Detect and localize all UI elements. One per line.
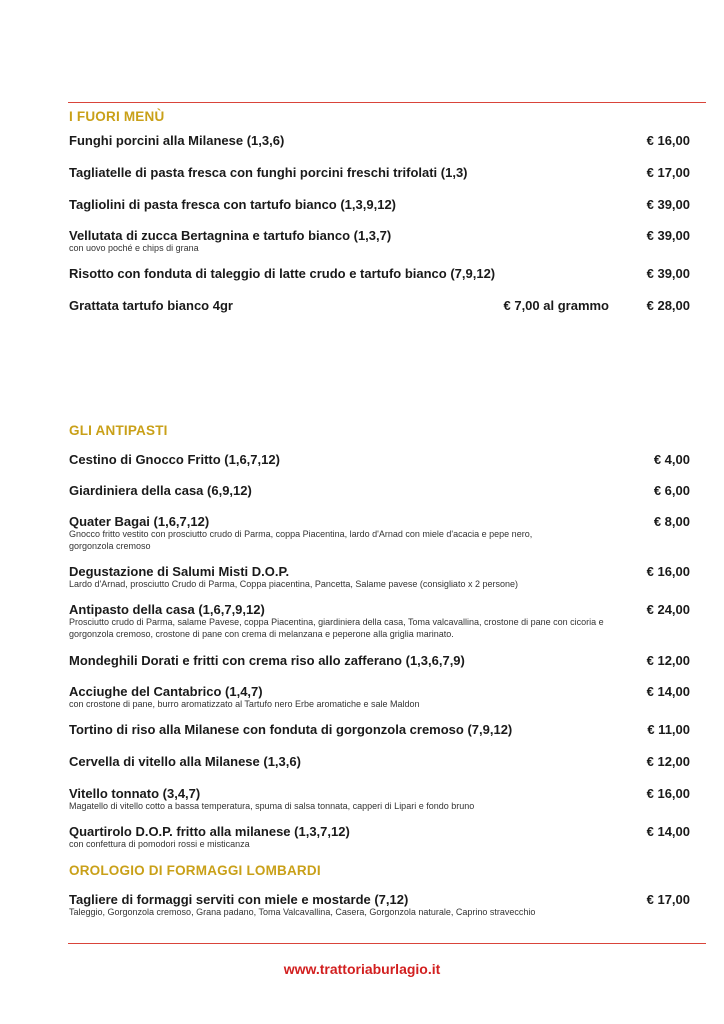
menu-item [69,266,690,281]
item-name: Vitello tonnato (3,4,7) [69,786,201,801]
item-price: € 17,00 [646,165,690,180]
item-price: € 28,00 [646,298,690,313]
item-description: con confettura di pomodori rossi e misticanza [69,839,250,849]
menu-item [69,892,690,919]
item-price: € 12,00 [646,754,690,769]
item-description: Taleggio, Gorgonzola cremoso, Grana padano, Toma Valcavallina, Casera, Gorgonzola naturale, Caprino stravecchio [69,907,536,917]
item-price: € 14,00 [646,684,690,699]
item-price: € 6,00 [653,483,690,498]
menu-item [69,754,690,769]
item-name: Quartirolo D.O.P. fritto alla milanese (1,3,7,12) [69,824,350,839]
menu-item [69,824,690,851]
item-name: Tagliatelle di pasta fresca con funghi porcini freschi trifolati (1,3) [69,165,468,180]
section-title-fuori-menu: I FUORI MENÙ [69,109,165,124]
item-price: € 4,00 [653,452,690,467]
item-name: Giardiniera della casa (6,9,12) [69,483,252,498]
item-name: Mondeghili Dorati e fritti con crema riso allo zafferano (1,3,6,7,9) [69,653,465,668]
item-description: Gnocco fritto vestito con prosciutto crudo di Parma, coppa Piacentina, lardo d'Arnad con miele d'acacia e pepe nero, gorgonzola cremoso [69,529,533,551]
menu-item [69,228,690,255]
menu-item [69,602,690,640]
item-name: Acciughe del Cantabrico (1,4,7) [69,684,263,699]
item-price: € 24,00 [646,602,690,617]
item-price: € 12,00 [646,653,690,668]
item-name: Tagliolini di pasta fresca con tartufo bianco (1,3,9,12) [69,197,396,212]
menu-item [69,786,690,813]
menu-item [69,564,690,591]
item-description: Magatello di vitello cotto a bassa temperatura, spuma di salsa tonnata, capperi di Lipari e fondo bruno [69,801,475,811]
item-price: € 8,00 [653,514,690,529]
menu-item [69,722,690,737]
item-price: € 17,00 [646,892,690,907]
menu-item [69,298,690,313]
item-description: con crostone di pane, burro aromatizzato al Tartufo nero Erbe aromatiche e sale Maldon [69,699,420,709]
item-price: € 16,00 [646,133,690,148]
menu-item [69,452,690,467]
item-name: Risotto con fonduta di taleggio di latte crudo e tartufo bianco (7,9,12) [69,266,496,281]
item-price: € 39,00 [646,197,690,212]
website-link[interactable]: www.trattoriaburlagio.it [283,961,441,977]
item-price: € 39,00 [646,266,690,281]
item-price: € 11,00 [647,722,690,737]
section-title-antipasti: GLI ANTIPASTI [69,423,168,438]
item-price: € 16,00 [646,786,690,801]
item-price-per-gram: € 7,00 al grammo [503,298,609,313]
item-description: Lardo d'Arnad, prosciutto Crudo di Parma, Coppa piacentina, Pancetta, Salame pavese (consigliato x 2 persone) [69,579,518,589]
item-name: Grattata tartufo bianco 4gr [69,298,233,313]
item-name: Vellutata di zucca Bertagnina e tartufo bianco (1,3,7) [69,228,392,243]
menu-item [69,483,690,498]
item-description: con uovo poché e chips di grana [69,243,199,253]
item-name: Tagliere di formaggi serviti con miele e mostarde (7,12) [69,892,409,907]
item-price: € 16,00 [646,564,690,579]
bottom-divider [68,943,706,944]
menu-item [69,514,690,552]
item-name: Quater Bagai (1,6,7,12) [69,514,210,529]
menu-item [69,197,690,212]
menu-item [69,133,690,148]
menu-item [69,684,690,711]
section-title-formaggi: OROLOGIO DI FORMAGGI LOMBARDI [69,863,321,878]
menu-item [69,653,690,668]
item-description: Prosciutto crudo di Parma, salame Pavese, coppa Piacentina, giardiniera della casa, Toma valcavallina, crostone di pane con cicoria e gorgonzola cremoso, crostone di pane con crema di melanzana e peperone alla griglia marinato. [69,617,604,639]
top-divider [68,102,706,103]
item-price: € 14,00 [646,824,690,839]
item-name: Funghi porcini alla Milanese (1,3,6) [69,133,285,148]
item-name: Cestino di Gnocco Fritto (1,6,7,12) [69,452,280,467]
menu-item [69,165,690,180]
item-price: € 39,00 [646,228,690,243]
item-name: Tortino di riso alla Milanese con fonduta di gorgonzola cremoso (7,9,12) [69,722,513,737]
item-name: Degustazione di Salumi Misti D.O.P. [69,564,290,579]
item-name: Cervella di vitello alla Milanese (1,3,6) [69,754,301,769]
item-name: Antipasto della casa (1,6,7,9,12) [69,602,265,617]
